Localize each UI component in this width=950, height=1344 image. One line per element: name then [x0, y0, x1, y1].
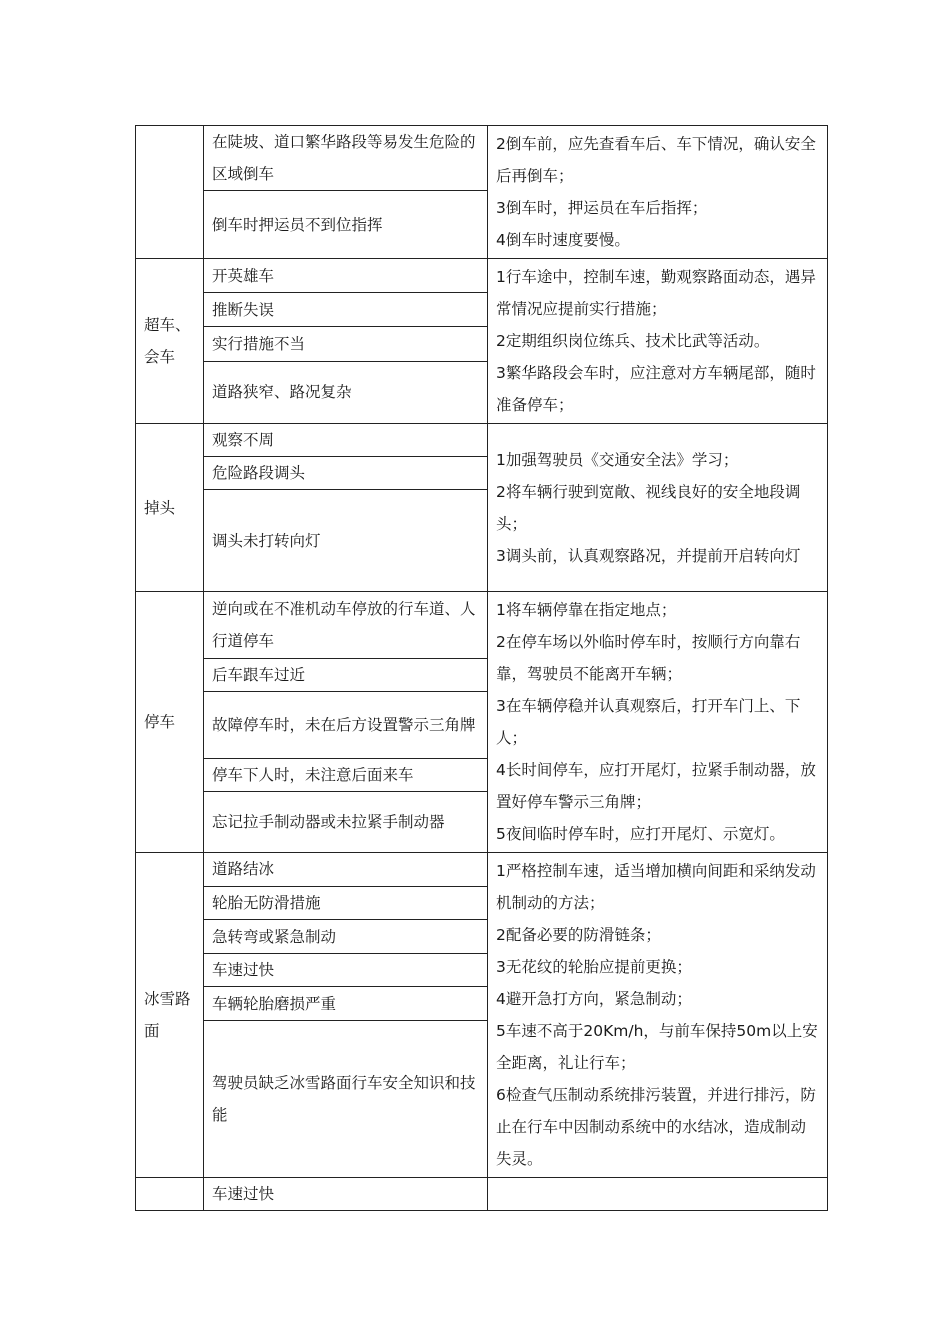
- table-row: [136, 853, 828, 887]
- hazard-cell: 停车下人时，未注意后面来车: [204, 758, 488, 791]
- measure-item: 3无花纹的轮胎应提前更换；: [496, 958, 692, 976]
- measure-item: 3倒车时，押运员在车后指挥；: [496, 199, 708, 217]
- measure-item: 5车速不高于20Km/h，与前车保持50m以上安全距离，礼让行车；: [496, 1022, 818, 1072]
- table-row: [136, 126, 828, 191]
- hazard-cell: 道路结冰: [204, 853, 488, 887]
- hazard-cell: 逆向或在不准机动车停放的行车道、人行道停车: [204, 592, 488, 659]
- category-cell: 超车、会车: [136, 259, 204, 424]
- hazard-cell: 后车跟车过近: [204, 658, 488, 691]
- measures-cell: [488, 592, 828, 853]
- measures-cell: [488, 126, 828, 259]
- category-cell: [136, 126, 204, 259]
- measure-item: 2配备必要的防滑链条；: [496, 926, 661, 944]
- table-row: [136, 259, 828, 293]
- safety-measures-table: [135, 125, 828, 1211]
- category-cell: 冰雪路面: [136, 853, 204, 1178]
- measures-cell: [488, 1178, 828, 1211]
- hazard-cell: 危险路段调头: [204, 457, 488, 490]
- table-row: [136, 424, 828, 457]
- measures-cell: [488, 259, 828, 424]
- hazard-cell: 急转弯或紧急制动: [204, 920, 488, 954]
- hazard-cell: 忘记拉手制动器或未拉紧手制动器: [204, 792, 488, 853]
- category-cell: 掉头: [136, 424, 204, 592]
- measures-cell: [488, 853, 828, 1178]
- hazard-cell: 推断失误: [204, 293, 488, 327]
- category-cell: 停车: [136, 592, 204, 853]
- hazard-cell: 观察不周: [204, 424, 488, 457]
- measure-item: 1将车辆停靠在指定地点；: [496, 601, 677, 619]
- table-body: [136, 126, 828, 1211]
- measure-item: 4长时间停车，应打开尾灯，拉紧手制动器，放置好停车警示三角牌；: [496, 761, 816, 811]
- measure-item: 2在停车场以外临时停车时，按顺行方向靠右靠，驾驶员不能离开车辆；: [496, 633, 801, 683]
- measure-item: 2将车辆行驶到宽敞、视线良好的安全地段调头；: [496, 482, 801, 533]
- hazard-cell: 车速过快: [204, 953, 488, 987]
- measure-item: 3调头前，认真观察路况，并提前开启转向灯: [496, 546, 801, 565]
- measure-item: 5夜间临时停车时，应打开尾灯、示宽灯。: [496, 825, 785, 843]
- hazard-cell: 在陡坡、道口繁华路段等易发生危险的区域倒车: [204, 126, 488, 191]
- measure-item: 2定期组织岗位练兵、技术比武等活动。: [496, 332, 770, 350]
- measure-item: 3在车辆停稳并认真观察后，打开车门上、下人；: [496, 697, 801, 747]
- measure-item: 2倒车前，应先查看车后、车下情况，确认安全后再倒车；: [496, 135, 816, 185]
- measure-item: 3繁华路段会车时，应注意对方车辆尾部，随时准备停车；: [496, 364, 816, 414]
- table-row: [136, 592, 828, 659]
- hazard-cell: 倒车时押运员不到位指挥: [204, 191, 488, 259]
- measures-cell: [488, 424, 828, 592]
- hazard-cell: 故障停车时，未在后方设置警示三角牌: [204, 692, 488, 759]
- hazard-cell: 实行措施不当: [204, 327, 488, 361]
- measure-item: 4倒车时速度要慢。: [496, 231, 630, 249]
- hazard-cell: 轮胎无防滑措施: [204, 886, 488, 920]
- measure-item: 1严格控制车速，适当增加横向间距和采纳发动机制动的方法；: [496, 862, 816, 912]
- hazard-cell: 车辆轮胎磨损严重: [204, 987, 488, 1021]
- hazard-cell: 调头未打转向灯: [204, 490, 488, 592]
- table-row: [136, 1178, 828, 1211]
- hazard-cell: 道路狭窄、路况复杂: [204, 361, 488, 423]
- measure-item: 1加强驾驶员《交通安全法》学习；: [496, 450, 739, 469]
- hazard-cell: 驾驶员缺乏冰雪路面行车安全知识和技能: [204, 1021, 488, 1178]
- measure-item: 1行车途中，控制车速，勤观察路面动态，遇异常情况应提前实行措施；: [496, 268, 816, 318]
- measure-item: 6检查气压制动系统排污装置，并进行排污，防止在行车中因制动系统中的水结冰，造成制动失灵。: [496, 1086, 816, 1168]
- measure-item: 4避开急打方向，紧急制动；: [496, 990, 692, 1008]
- hazard-cell: 车速过快: [204, 1178, 488, 1211]
- hazard-cell: 开英雄车: [204, 259, 488, 293]
- category-cell: [136, 1178, 204, 1211]
